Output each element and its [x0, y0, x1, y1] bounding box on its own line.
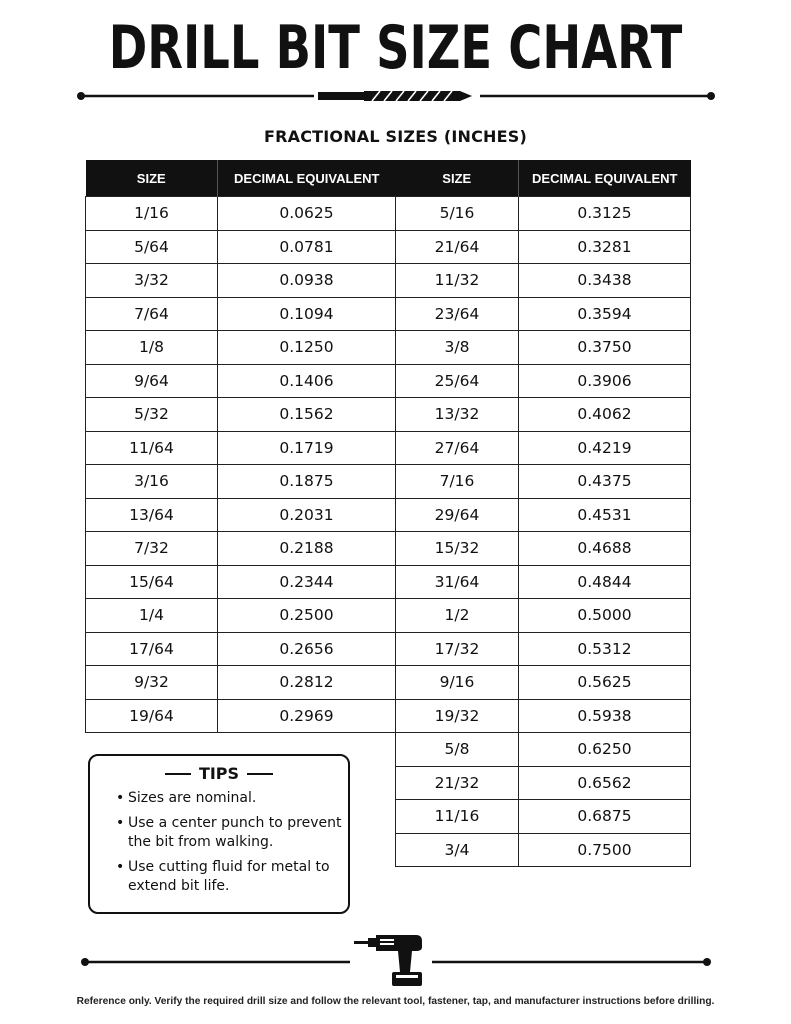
- size-header: SIZE: [396, 160, 519, 197]
- table-row: [396, 565, 691, 599]
- table-row: [86, 632, 396, 666]
- tips-heading: [90, 764, 348, 783]
- size-cell: 17/32: [396, 632, 519, 666]
- table-row: [86, 532, 396, 566]
- size-table-right: [395, 160, 691, 867]
- table-row: [86, 230, 396, 264]
- table-row: [86, 666, 396, 700]
- table-row: [396, 733, 691, 767]
- decimal-cell: 0.3750: [519, 331, 691, 365]
- size-cell: 19/32: [396, 699, 519, 733]
- table-row: [396, 766, 691, 800]
- size-cell: 27/64: [396, 431, 519, 465]
- decimal-cell: 0.3125: [519, 197, 691, 231]
- decimal-cell: 0.0781: [218, 230, 396, 264]
- decimal-cell: 0.6250: [519, 733, 691, 767]
- decimal-cell: 0.1406: [218, 364, 396, 398]
- size-cell: 9/32: [86, 666, 218, 700]
- table-row: [86, 565, 396, 599]
- table-row: [396, 230, 691, 264]
- size-cell: 9/16: [396, 666, 519, 700]
- table-row: [86, 699, 396, 733]
- decimal-cell: 0.4531: [519, 498, 691, 532]
- size-cell: 19/64: [86, 699, 218, 733]
- size-cell: 13/32: [396, 398, 519, 432]
- size-cell: 1/2: [396, 599, 519, 633]
- decimal-cell: 0.2969: [218, 699, 396, 733]
- size-cell: 23/64: [396, 297, 519, 331]
- table-row: [396, 197, 691, 231]
- size-cell: 5/8: [396, 733, 519, 767]
- size-cell: 5/32: [86, 398, 218, 432]
- decimal-cell: 0.3438: [519, 264, 691, 298]
- decimal-cell: 0.4219: [519, 431, 691, 465]
- cordless-drill-icon: [354, 930, 428, 988]
- table-row: [86, 431, 396, 465]
- tip-item: • Use cutting fluid for metal to extend bit life.: [116, 858, 348, 896]
- size-cell: 15/64: [86, 565, 218, 599]
- decimal-cell: 0.2812: [218, 666, 396, 700]
- decimal-cell: 0.0938: [218, 264, 396, 298]
- decimal-header: DECIMAL EQUIVALENT: [519, 160, 691, 197]
- decimal-cell: 0.7500: [519, 833, 691, 867]
- size-cell: 9/64: [86, 364, 218, 398]
- decimal-cell: 0.4375: [519, 465, 691, 499]
- decimal-cell: 0.2500: [218, 599, 396, 633]
- size-cell: 31/64: [396, 565, 519, 599]
- size-header: SIZE: [86, 160, 218, 197]
- decimal-cell: 0.5312: [519, 632, 691, 666]
- decimal-cell: 0.1250: [218, 331, 396, 365]
- table-row: [396, 632, 691, 666]
- decimal-cell: 0.5625: [519, 666, 691, 700]
- table-row: [86, 297, 396, 331]
- decimal-cell: 0.3594: [519, 297, 691, 331]
- tip-item: • Use a center punch to prevent the bit from walking.: [116, 814, 348, 852]
- size-cell: 21/32: [396, 766, 519, 800]
- size-cell: 15/32: [396, 532, 519, 566]
- size-cell: 13/64: [86, 498, 218, 532]
- size-cell: 17/64: [86, 632, 218, 666]
- table-row: [86, 364, 396, 398]
- decimal-cell: 0.5938: [519, 699, 691, 733]
- drill-bit-icon: [76, 90, 716, 102]
- table-row: [86, 197, 396, 231]
- decimal-cell: 0.3906: [519, 364, 691, 398]
- tips-list: [90, 789, 348, 896]
- table-row: [396, 532, 691, 566]
- table-row: [86, 331, 396, 365]
- size-cell: 11/32: [396, 264, 519, 298]
- decimal-cell: 0.5000: [519, 599, 691, 633]
- decimal-cell: 0.4062: [519, 398, 691, 432]
- table-row: [86, 498, 396, 532]
- size-cell: 3/32: [86, 264, 218, 298]
- decimal-cell: 0.4688: [519, 532, 691, 566]
- table-row: [396, 465, 691, 499]
- table-row: [396, 666, 691, 700]
- decimal-cell: 0.2031: [218, 498, 396, 532]
- table-row: [396, 498, 691, 532]
- decimal-cell: 0.6562: [519, 766, 691, 800]
- size-cell: 1/8: [86, 331, 218, 365]
- footer-disclaimer: Reference only. Verify the required drill size and follow the relevant tool, fastener, tap, and manufacturer instructions before drilling.: [76, 996, 715, 1007]
- tips-dash-right: [247, 773, 273, 775]
- table-row: [396, 297, 691, 331]
- size-cell: 7/64: [86, 297, 218, 331]
- decimal-cell: 0.3281: [519, 230, 691, 264]
- tips-box: [88, 754, 350, 914]
- tips-heading-text: TIPS: [198, 764, 240, 783]
- section-subtitle: FRACTIONAL SIZES (INCHES): [263, 127, 528, 146]
- table-row: [396, 331, 691, 365]
- table-row: [396, 699, 691, 733]
- decimal-cell: 0.6875: [519, 800, 691, 834]
- decimal-cell: 0.2656: [218, 632, 396, 666]
- size-cell: 3/8: [396, 331, 519, 365]
- size-cell: 3/4: [396, 833, 519, 867]
- decimal-cell: 0.2188: [218, 532, 396, 566]
- tip-item: • Sizes are nominal.: [116, 789, 348, 808]
- table-row: [396, 833, 691, 867]
- size-cell: 21/64: [396, 230, 519, 264]
- table-row: [86, 264, 396, 298]
- table-row: [86, 599, 396, 633]
- size-cell: 1/4: [86, 599, 218, 633]
- size-cell: 29/64: [396, 498, 519, 532]
- size-cell: 5/16: [396, 197, 519, 231]
- size-cell: 11/16: [396, 800, 519, 834]
- decimal-cell: 0.1094: [218, 297, 396, 331]
- decimal-cell: 0.1875: [218, 465, 396, 499]
- decimal-cell: 0.0625: [218, 197, 396, 231]
- size-cell: 7/16: [396, 465, 519, 499]
- size-cell: 11/64: [86, 431, 218, 465]
- size-table-left: [85, 160, 396, 733]
- table-row: [396, 398, 691, 432]
- table-row: [86, 465, 396, 499]
- decimal-cell: 0.2344: [218, 565, 396, 599]
- page-title: DRILL BIT SIZE CHART: [108, 13, 683, 83]
- size-cell: 7/32: [86, 532, 218, 566]
- table-row: [396, 431, 691, 465]
- table-row: [86, 398, 396, 432]
- table-row: [396, 599, 691, 633]
- size-cell: 1/16: [86, 197, 218, 231]
- tips-dash-left: [165, 773, 191, 775]
- table-row: [396, 264, 691, 298]
- table-row: [396, 800, 691, 834]
- size-cell: 3/16: [86, 465, 218, 499]
- decimal-cell: 0.1719: [218, 431, 396, 465]
- decimal-cell: 0.4844: [519, 565, 691, 599]
- table-row: [396, 364, 691, 398]
- size-cell: 5/64: [86, 230, 218, 264]
- size-cell: 25/64: [396, 364, 519, 398]
- decimal-header: DECIMAL EQUIVALENT: [218, 160, 396, 197]
- decimal-cell: 0.1562: [218, 398, 396, 432]
